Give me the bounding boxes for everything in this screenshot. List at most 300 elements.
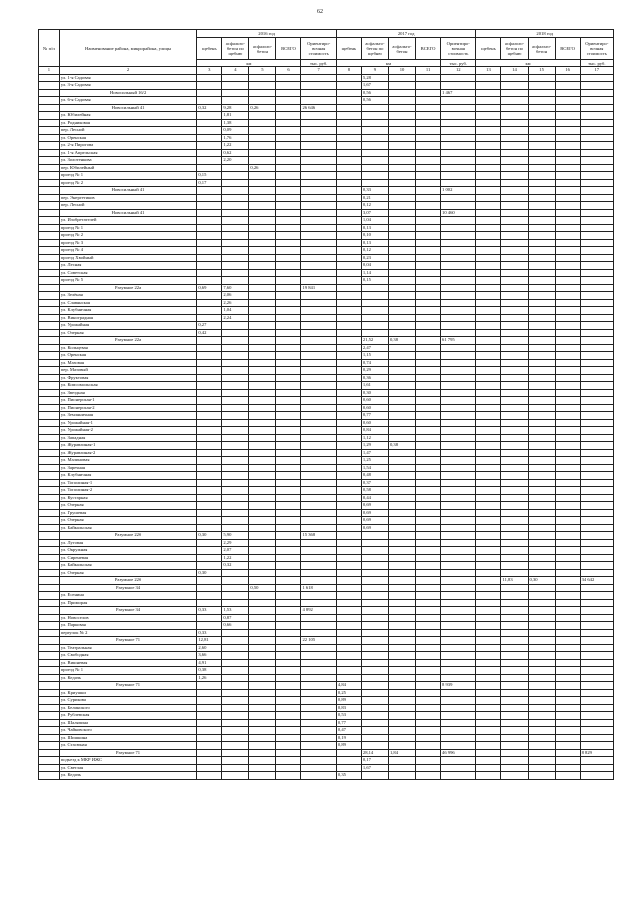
value-cell-col-6: [276, 352, 301, 360]
street-name-cell: переулок № 2: [59, 629, 197, 637]
value-cell-col-10: [388, 487, 415, 495]
value-cell-col-7: [301, 644, 336, 652]
street-name-cell: ул. Стасюная: [59, 742, 197, 750]
table-row: [39, 734, 614, 742]
value-cell-col-3: [197, 524, 222, 532]
value-cell-col-5: [249, 539, 276, 547]
value-cell-col-8: [336, 667, 361, 675]
table-row: [39, 659, 614, 667]
value-cell-col-15: [528, 179, 555, 187]
value-cell-col-7: 19 841: [301, 284, 336, 292]
value-cell-col-11: [416, 74, 441, 82]
value-cell-col-10: [388, 704, 415, 712]
row-num-cell: [39, 697, 60, 705]
value-cell-col-16: [555, 359, 580, 367]
value-cell-col-10: [388, 517, 415, 525]
value-cell-col-7: [301, 509, 336, 517]
col-header-sub-0-1: асфальто-бетон по щебню: [222, 38, 249, 60]
value-cell-col-16: [555, 614, 580, 622]
col-header-num: № п/п: [39, 30, 60, 67]
row-num-cell: [39, 74, 60, 82]
street-name-cell: ул. Клубничная: [59, 307, 197, 315]
table-row: [39, 652, 614, 660]
row-num-cell: [39, 539, 60, 547]
value-cell-col-4: 2,26: [222, 299, 249, 307]
value-cell-col-6: [276, 652, 301, 660]
value-cell-col-16: [555, 457, 580, 465]
value-cell-col-10: [388, 689, 415, 697]
value-cell-col-17: [580, 134, 613, 142]
value-cell-col-12: [441, 344, 476, 352]
street-name-cell: ул. Изобретателей: [59, 217, 197, 225]
value-cell-col-3: [197, 517, 222, 525]
value-cell-col-8: [336, 607, 361, 615]
value-cell-col-9: [361, 554, 388, 562]
value-cell-col-14: [501, 614, 528, 622]
value-cell-col-14: [501, 314, 528, 322]
row-num-cell: [39, 704, 60, 712]
row-num-cell: [39, 389, 60, 397]
value-cell-col-11: [416, 172, 441, 180]
col-header-sub-2-3: ВСЕГО: [555, 38, 580, 60]
street-name-cell: ул. Журавлиная-1: [59, 442, 197, 450]
row-num-cell: [39, 719, 60, 727]
value-cell-col-12: [441, 232, 476, 240]
table-row: [39, 104, 614, 112]
value-cell-col-7: [301, 247, 336, 255]
value-cell-col-13: [476, 352, 501, 360]
value-cell-col-17: [580, 674, 613, 682]
page-number: 62: [317, 9, 323, 15]
col-number: 2: [59, 67, 197, 75]
value-cell-col-10: [388, 299, 415, 307]
value-cell-col-3: [197, 142, 222, 150]
value-cell-col-10: [388, 262, 415, 270]
value-cell-col-15: [528, 712, 555, 720]
value-cell-col-3: [197, 314, 222, 322]
row-num-cell: [39, 479, 60, 487]
value-cell-col-4: [222, 382, 249, 390]
value-cell-col-4: 1,53: [222, 607, 249, 615]
value-cell-col-4: 2,20: [222, 157, 249, 165]
value-cell-col-13: [476, 502, 501, 510]
value-cell-col-8: [336, 764, 361, 772]
value-cell-col-14: [501, 697, 528, 705]
value-cell-col-8: [336, 584, 361, 592]
value-cell-col-3: 3,66: [197, 652, 222, 660]
value-cell-col-13: [476, 757, 501, 765]
value-cell-col-17: [580, 284, 613, 292]
street-name-cell: ул. Малиновая: [59, 457, 197, 465]
value-cell-col-3: 0,30: [197, 532, 222, 540]
value-cell-col-9: 0,13: [361, 239, 388, 247]
value-cell-col-14: [501, 187, 528, 195]
value-cell-col-17: [580, 329, 613, 337]
value-cell-col-3: [197, 554, 222, 562]
value-cell-col-12: [441, 397, 476, 405]
table-row: [39, 727, 614, 735]
street-name-cell: проезд № 2: [59, 232, 197, 240]
value-cell-col-6: [276, 112, 301, 120]
value-cell-col-5: [249, 157, 276, 165]
value-cell-col-7: [301, 202, 336, 210]
value-cell-col-3: [197, 539, 222, 547]
street-name-cell: ул. Советская: [59, 269, 197, 277]
value-cell-col-4: 0,87: [222, 614, 249, 622]
value-cell-col-9: [361, 119, 388, 127]
value-cell-col-11: [416, 89, 441, 97]
value-cell-col-16: [555, 532, 580, 540]
value-cell-col-17: [580, 547, 613, 555]
value-cell-col-11: [416, 719, 441, 727]
value-cell-col-12: [441, 764, 476, 772]
street-name-cell: пер. Лесной: [59, 127, 197, 135]
value-cell-col-13: [476, 532, 501, 540]
street-name-cell: проезд № 3: [59, 239, 197, 247]
value-cell-col-5: [249, 487, 276, 495]
value-cell-col-16: [555, 134, 580, 142]
value-cell-col-17: [580, 449, 613, 457]
value-cell-col-16: [555, 224, 580, 232]
value-cell-col-15: [528, 157, 555, 165]
value-cell-col-16: [555, 554, 580, 562]
value-cell-col-8: [336, 472, 361, 480]
value-cell-col-6: [276, 97, 301, 105]
value-cell-col-11: [416, 352, 441, 360]
table-row: [39, 539, 614, 547]
value-cell-col-15: [528, 569, 555, 577]
value-cell-col-7: [301, 277, 336, 285]
value-cell-col-14: [501, 562, 528, 570]
value-cell-col-15: [528, 464, 555, 472]
value-cell-col-4: [222, 734, 249, 742]
row-num-cell: [39, 329, 60, 337]
value-cell-col-15: [528, 532, 555, 540]
value-cell-col-7: [301, 232, 336, 240]
row-num-cell: [39, 397, 60, 405]
value-cell-col-15: [528, 667, 555, 675]
value-cell-col-8: [336, 389, 361, 397]
value-cell-col-8: [336, 569, 361, 577]
col-header-sub-1-0: щебень: [336, 38, 361, 60]
value-cell-col-8: [336, 157, 361, 165]
street-name-cell: ул. Родниковая: [59, 119, 197, 127]
value-cell-col-6: [276, 397, 301, 405]
value-cell-col-7: [301, 554, 336, 562]
value-cell-col-12: [441, 734, 476, 742]
value-cell-col-6: [276, 682, 301, 690]
value-cell-col-11: [416, 449, 441, 457]
group-name-cell: Разумное 22а: [59, 284, 197, 292]
table-row: [39, 449, 614, 457]
table-row: [39, 239, 614, 247]
value-cell-col-6: [276, 89, 301, 97]
table-row: [39, 299, 614, 307]
value-cell-col-10: [388, 232, 415, 240]
value-cell-col-9: 2,47: [361, 344, 388, 352]
value-cell-col-4: [222, 427, 249, 435]
value-cell-col-7: [301, 307, 336, 315]
value-cell-col-5: [249, 524, 276, 532]
value-cell-col-11: [416, 269, 441, 277]
value-cell-col-10: [388, 539, 415, 547]
value-cell-col-15: [528, 337, 555, 345]
value-cell-col-9: [361, 104, 388, 112]
value-cell-col-8: [336, 134, 361, 142]
value-cell-col-3: [197, 487, 222, 495]
street-name-cell: ул. Золотенкова: [59, 157, 197, 165]
value-cell-col-15: [528, 134, 555, 142]
value-cell-col-12: [441, 292, 476, 300]
value-cell-col-15: [528, 187, 555, 195]
value-cell-col-14: [501, 164, 528, 172]
unit-cost-0: тыс. руб.: [301, 60, 336, 67]
value-cell-col-4: 0,32: [222, 562, 249, 570]
value-cell-col-8: [336, 404, 361, 412]
value-cell-col-9: 0,60: [361, 419, 388, 427]
value-cell-col-17: [580, 157, 613, 165]
value-cell-col-17: [580, 314, 613, 322]
value-cell-col-6: [276, 127, 301, 135]
value-cell-col-3: [197, 149, 222, 157]
value-cell-col-5: [249, 562, 276, 570]
value-cell-col-16: [555, 757, 580, 765]
value-cell-col-14: [501, 682, 528, 690]
value-cell-col-8: [336, 187, 361, 195]
value-cell-col-12: [441, 224, 476, 232]
value-cell-col-11: [416, 704, 441, 712]
group-name-cell: Разумное 71: [59, 682, 197, 690]
value-cell-col-16: [555, 157, 580, 165]
table-row: [39, 472, 614, 480]
value-cell-col-8: 0,19: [336, 734, 361, 742]
value-cell-col-16: [555, 704, 580, 712]
value-cell-col-14: [501, 434, 528, 442]
value-cell-col-7: [301, 434, 336, 442]
value-cell-col-11: [416, 434, 441, 442]
value-cell-col-3: [197, 262, 222, 270]
value-cell-col-17: [580, 434, 613, 442]
value-cell-col-10: [388, 502, 415, 510]
row-num-cell: [39, 224, 60, 232]
value-cell-col-7: [301, 224, 336, 232]
value-cell-col-13: [476, 742, 501, 750]
value-cell-col-8: [336, 82, 361, 90]
value-cell-col-4: [222, 517, 249, 525]
table-row: [39, 457, 614, 465]
value-cell-col-17: [580, 644, 613, 652]
value-cell-col-7: [301, 749, 336, 757]
col-header-sub-0-4: Ориентиро-вочная стоимость: [301, 38, 336, 60]
value-cell-col-13: [476, 157, 501, 165]
table-row: [39, 232, 614, 240]
value-cell-col-17: [580, 412, 613, 420]
value-cell-col-5: [249, 434, 276, 442]
value-cell-col-3: [197, 209, 222, 217]
value-cell-col-14: [501, 764, 528, 772]
value-cell-col-17: [580, 149, 613, 157]
row-num-cell: [39, 307, 60, 315]
value-cell-col-3: 0,30: [197, 569, 222, 577]
table-row: [39, 592, 614, 600]
value-cell-col-12: [441, 592, 476, 600]
value-cell-col-7: [301, 757, 336, 765]
value-cell-col-6: [276, 479, 301, 487]
value-cell-col-17: [580, 254, 613, 262]
value-cell-col-14: [501, 517, 528, 525]
value-cell-col-6: [276, 457, 301, 465]
value-cell-col-13: [476, 547, 501, 555]
value-cell-col-15: [528, 314, 555, 322]
value-cell-col-10: [388, 352, 415, 360]
col-header-sub-1-3: ВСЕГО: [416, 38, 441, 60]
table-row: [39, 644, 614, 652]
value-cell-col-8: [336, 479, 361, 487]
value-cell-col-4: [222, 262, 249, 270]
row-num-cell: [39, 772, 60, 780]
value-cell-col-10: [388, 307, 415, 315]
value-cell-col-7: [301, 352, 336, 360]
value-cell-col-8: [336, 112, 361, 120]
value-cell-col-17: [580, 374, 613, 382]
table-row: [39, 254, 614, 262]
street-name-cell: пер. Энергетиков: [59, 194, 197, 202]
value-cell-col-9: [361, 697, 388, 705]
value-cell-col-3: 0,38: [197, 667, 222, 675]
value-cell-col-8: [336, 382, 361, 390]
value-cell-col-15: [528, 764, 555, 772]
value-cell-col-9: 0,37: [361, 479, 388, 487]
value-cell-col-8: [336, 487, 361, 495]
street-name-cell: ул. Мазовая: [59, 359, 197, 367]
value-cell-col-5: [249, 614, 276, 622]
value-cell-col-13: [476, 419, 501, 427]
street-name-cell: проезд № 1: [59, 172, 197, 180]
value-cell-col-17: [580, 704, 613, 712]
value-cell-col-10: [388, 127, 415, 135]
value-cell-col-4: [222, 344, 249, 352]
value-cell-col-3: [197, 712, 222, 720]
value-cell-col-13: [476, 134, 501, 142]
value-cell-col-11: [416, 427, 441, 435]
value-cell-col-8: [336, 149, 361, 157]
table-row: [39, 622, 614, 630]
value-cell-col-8: [336, 374, 361, 382]
value-cell-col-14: [501, 337, 528, 345]
value-cell-col-6: [276, 157, 301, 165]
value-cell-col-5: [249, 404, 276, 412]
value-cell-col-14: [501, 359, 528, 367]
value-cell-col-10: [388, 569, 415, 577]
value-cell-col-5: [249, 187, 276, 195]
value-cell-col-17: [580, 217, 613, 225]
value-cell-col-7: [301, 712, 336, 720]
value-cell-col-13: [476, 727, 501, 735]
street-name-cell: пер. Мазовый: [59, 367, 197, 375]
value-cell-col-6: [276, 712, 301, 720]
value-cell-col-15: [528, 172, 555, 180]
value-cell-col-10: [388, 374, 415, 382]
value-cell-col-14: [501, 217, 528, 225]
value-cell-col-5: [249, 494, 276, 502]
value-cell-col-16: [555, 644, 580, 652]
value-cell-col-7: [301, 449, 336, 457]
value-cell-col-10: [388, 202, 415, 210]
value-cell-col-6: [276, 142, 301, 150]
value-cell-col-15: [528, 734, 555, 742]
value-cell-col-12: [441, 659, 476, 667]
value-cell-col-7: [301, 577, 336, 585]
row-num-cell: [39, 97, 60, 105]
value-cell-col-15: [528, 727, 555, 735]
value-cell-col-9: [361, 562, 388, 570]
value-cell-col-4: [222, 749, 249, 757]
value-cell-col-7: [301, 734, 336, 742]
value-cell-col-12: [441, 359, 476, 367]
value-cell-col-3: [197, 397, 222, 405]
value-cell-col-12: [441, 509, 476, 517]
row-num-cell: [39, 494, 60, 502]
value-cell-col-14: [501, 644, 528, 652]
group-name-cell: Новосильный 16/2: [59, 89, 197, 97]
value-cell-col-14: [501, 539, 528, 547]
value-cell-col-7: [301, 457, 336, 465]
value-cell-col-8: [336, 194, 361, 202]
street-name-cell: ул. Сурикова: [59, 697, 197, 705]
table-row: [39, 314, 614, 322]
value-cell-col-10: 0,38: [388, 442, 415, 450]
value-cell-col-9: 1,12: [361, 434, 388, 442]
row-num-cell: [39, 157, 60, 165]
value-cell-col-16: [555, 434, 580, 442]
value-cell-col-8: [336, 509, 361, 517]
value-cell-col-9: 0,48: [361, 472, 388, 480]
value-cell-col-6: [276, 637, 301, 645]
value-cell-col-11: [416, 314, 441, 322]
value-cell-col-7: [301, 517, 336, 525]
table-row: [39, 74, 614, 82]
value-cell-col-6: [276, 299, 301, 307]
value-cell-col-12: [441, 494, 476, 502]
table-row: [39, 382, 614, 390]
value-cell-col-16: [555, 337, 580, 345]
table-row: [39, 224, 614, 232]
value-cell-col-3: [197, 592, 222, 600]
group-name-cell: Разумное 34: [59, 584, 197, 592]
value-cell-col-10: [388, 412, 415, 420]
table-row: [39, 674, 614, 682]
value-cell-col-12: [441, 179, 476, 187]
row-num-cell: [39, 517, 60, 525]
value-cell-col-15: [528, 374, 555, 382]
value-cell-col-15: [528, 479, 555, 487]
value-cell-col-14: [501, 119, 528, 127]
value-cell-col-5: [249, 659, 276, 667]
group-name-cell: Разумное 71: [59, 637, 197, 645]
value-cell-col-15: [528, 487, 555, 495]
value-cell-col-15: [528, 427, 555, 435]
row-num-cell: [39, 637, 60, 645]
value-cell-col-9: 0,30: [361, 389, 388, 397]
value-cell-col-11: [416, 697, 441, 705]
value-cell-col-15: [528, 412, 555, 420]
value-cell-col-9: 1,15: [361, 352, 388, 360]
value-cell-col-4: [222, 172, 249, 180]
street-name-cell: проезд № 1: [59, 224, 197, 232]
value-cell-col-7: [301, 269, 336, 277]
row-num-cell: [39, 577, 60, 585]
table-row: [39, 112, 614, 120]
